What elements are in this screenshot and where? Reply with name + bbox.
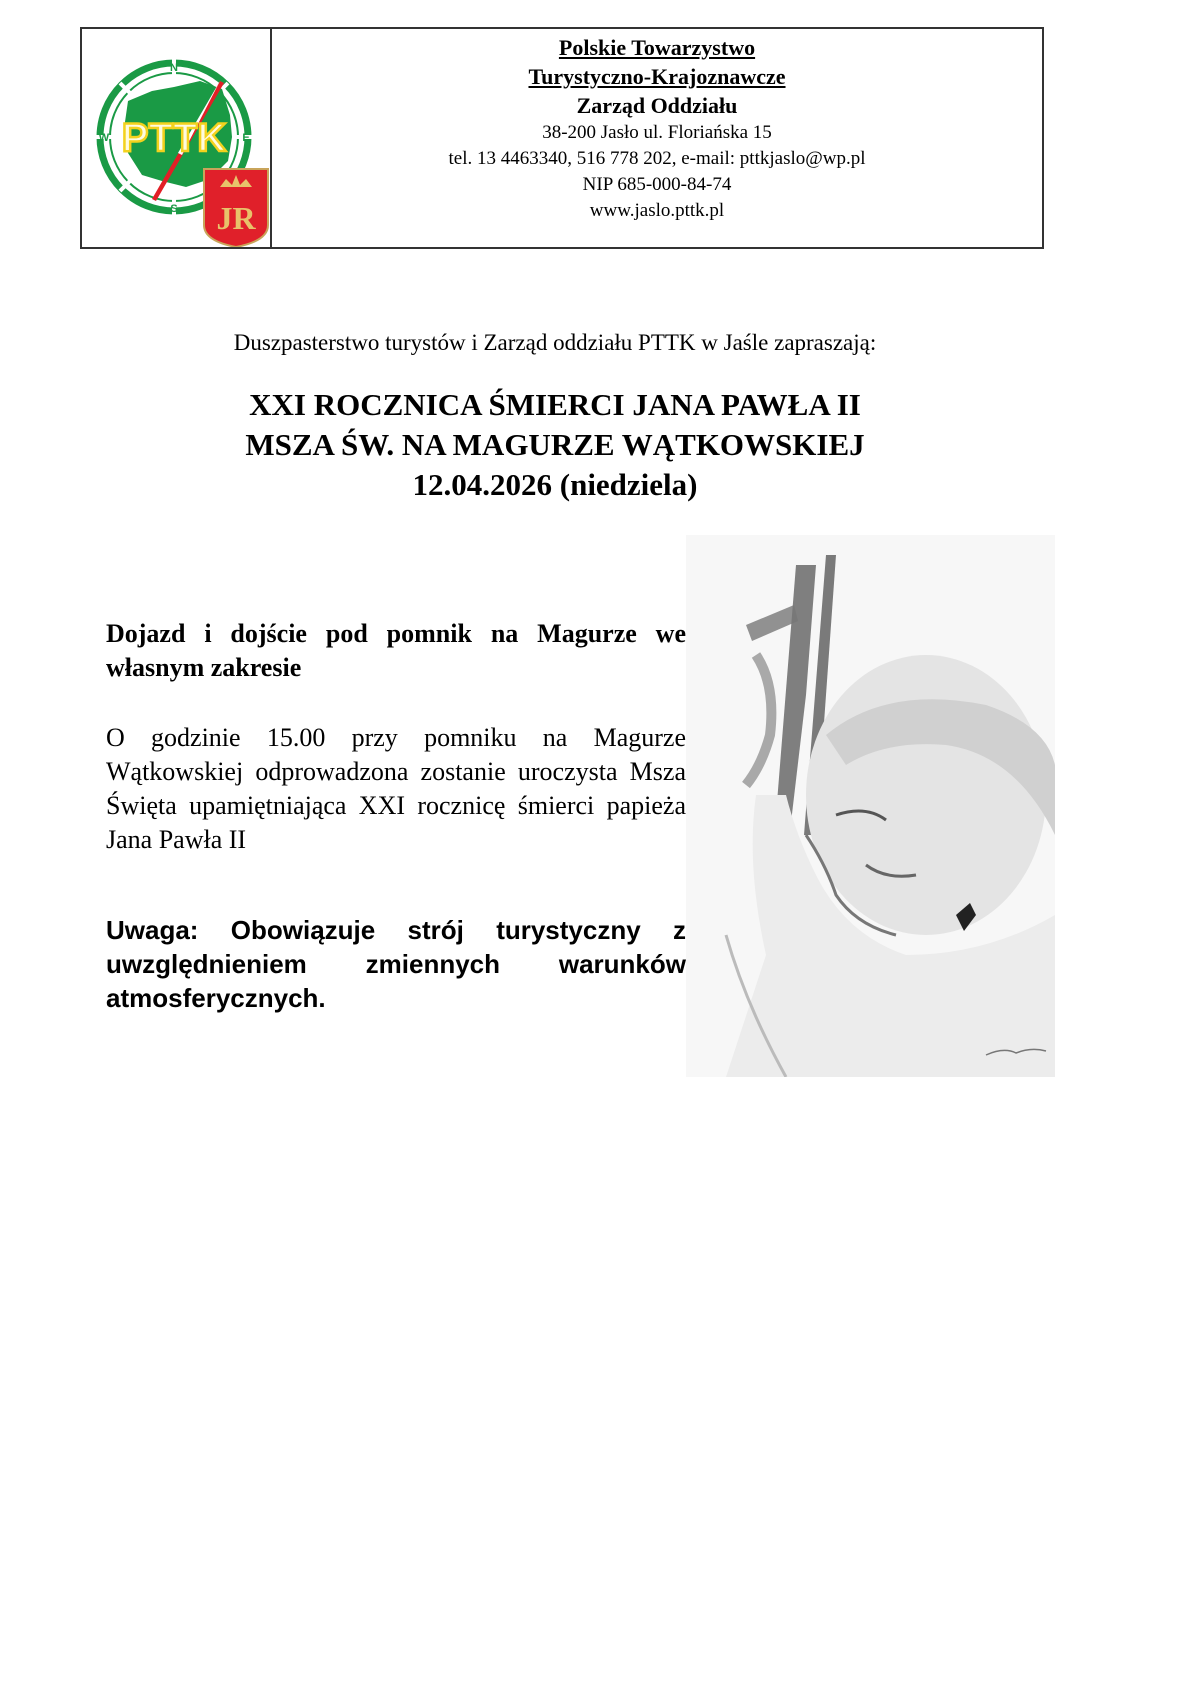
- org-address: 38-200 Jasło ul. Floriańska 15: [542, 122, 772, 143]
- pttk-logo-icon: [82, 29, 272, 247]
- compass-n: N: [170, 62, 178, 74]
- compass-w: W: [98, 132, 110, 144]
- org-contact: tel. 13 4463340, 516 778 202, e-mail: pttkjaslo@wp.pl: [448, 148, 866, 169]
- org-name-line1: Polskie Towarzystwo: [558, 35, 756, 60]
- notice: Uwaga: Obowiązuje strój turystyczny z uwzględnieniem zmiennych warunków atmosferycznych.: [106, 915, 686, 1013]
- org-name-line2: Turystyczno-Krajoznawcze: [528, 64, 786, 89]
- event-title: [0, 385, 1110, 505]
- org-branch: Zarząd Oddziału: [576, 93, 738, 118]
- title-line1: XXI ROCZNICA ŚMIERCI JANA PAWŁA II: [249, 387, 861, 422]
- compass-s: S: [170, 203, 178, 215]
- org-nip: NIP 685-000-84-74: [582, 174, 732, 195]
- pope-portrait-image: [686, 535, 1055, 1077]
- svg-text:JR: JR: [216, 200, 256, 236]
- org-website[interactable]: www.jaslo.pttk.pl: [589, 200, 725, 221]
- title-line2: MSZA ŚW. NA MAGURZE WĄTKOWSKIEJ: [245, 427, 865, 462]
- travel-note: Dojazd i dojście pod pomnik na Magurze we własnym zakresie: [106, 619, 686, 682]
- title-date: 12.04.2026 (niedziela): [412, 467, 698, 502]
- pttk-text: PTTK: [121, 116, 227, 160]
- compass-e: E: [242, 132, 250, 144]
- jaslo-crest-icon: [204, 169, 268, 247]
- portrait-drawing-icon: [686, 535, 1055, 1077]
- org-info: [272, 29, 1042, 247]
- body-text: [106, 617, 686, 1015]
- mass-info: O godzinie 15.00 przy pomniku na Magurze Wątkowskiej odprowadzona zostanie uroczysta Msza Święta upamiętniająca XXI rocznicę śmierci papieża Jana Pawła II: [106, 723, 686, 854]
- header-table: [80, 27, 1044, 249]
- logo-cell: [82, 29, 272, 247]
- invite-line: Duszpasterstwo turystów i Zarząd oddziału PTTK w Jaśle zapraszają:: [233, 330, 877, 355]
